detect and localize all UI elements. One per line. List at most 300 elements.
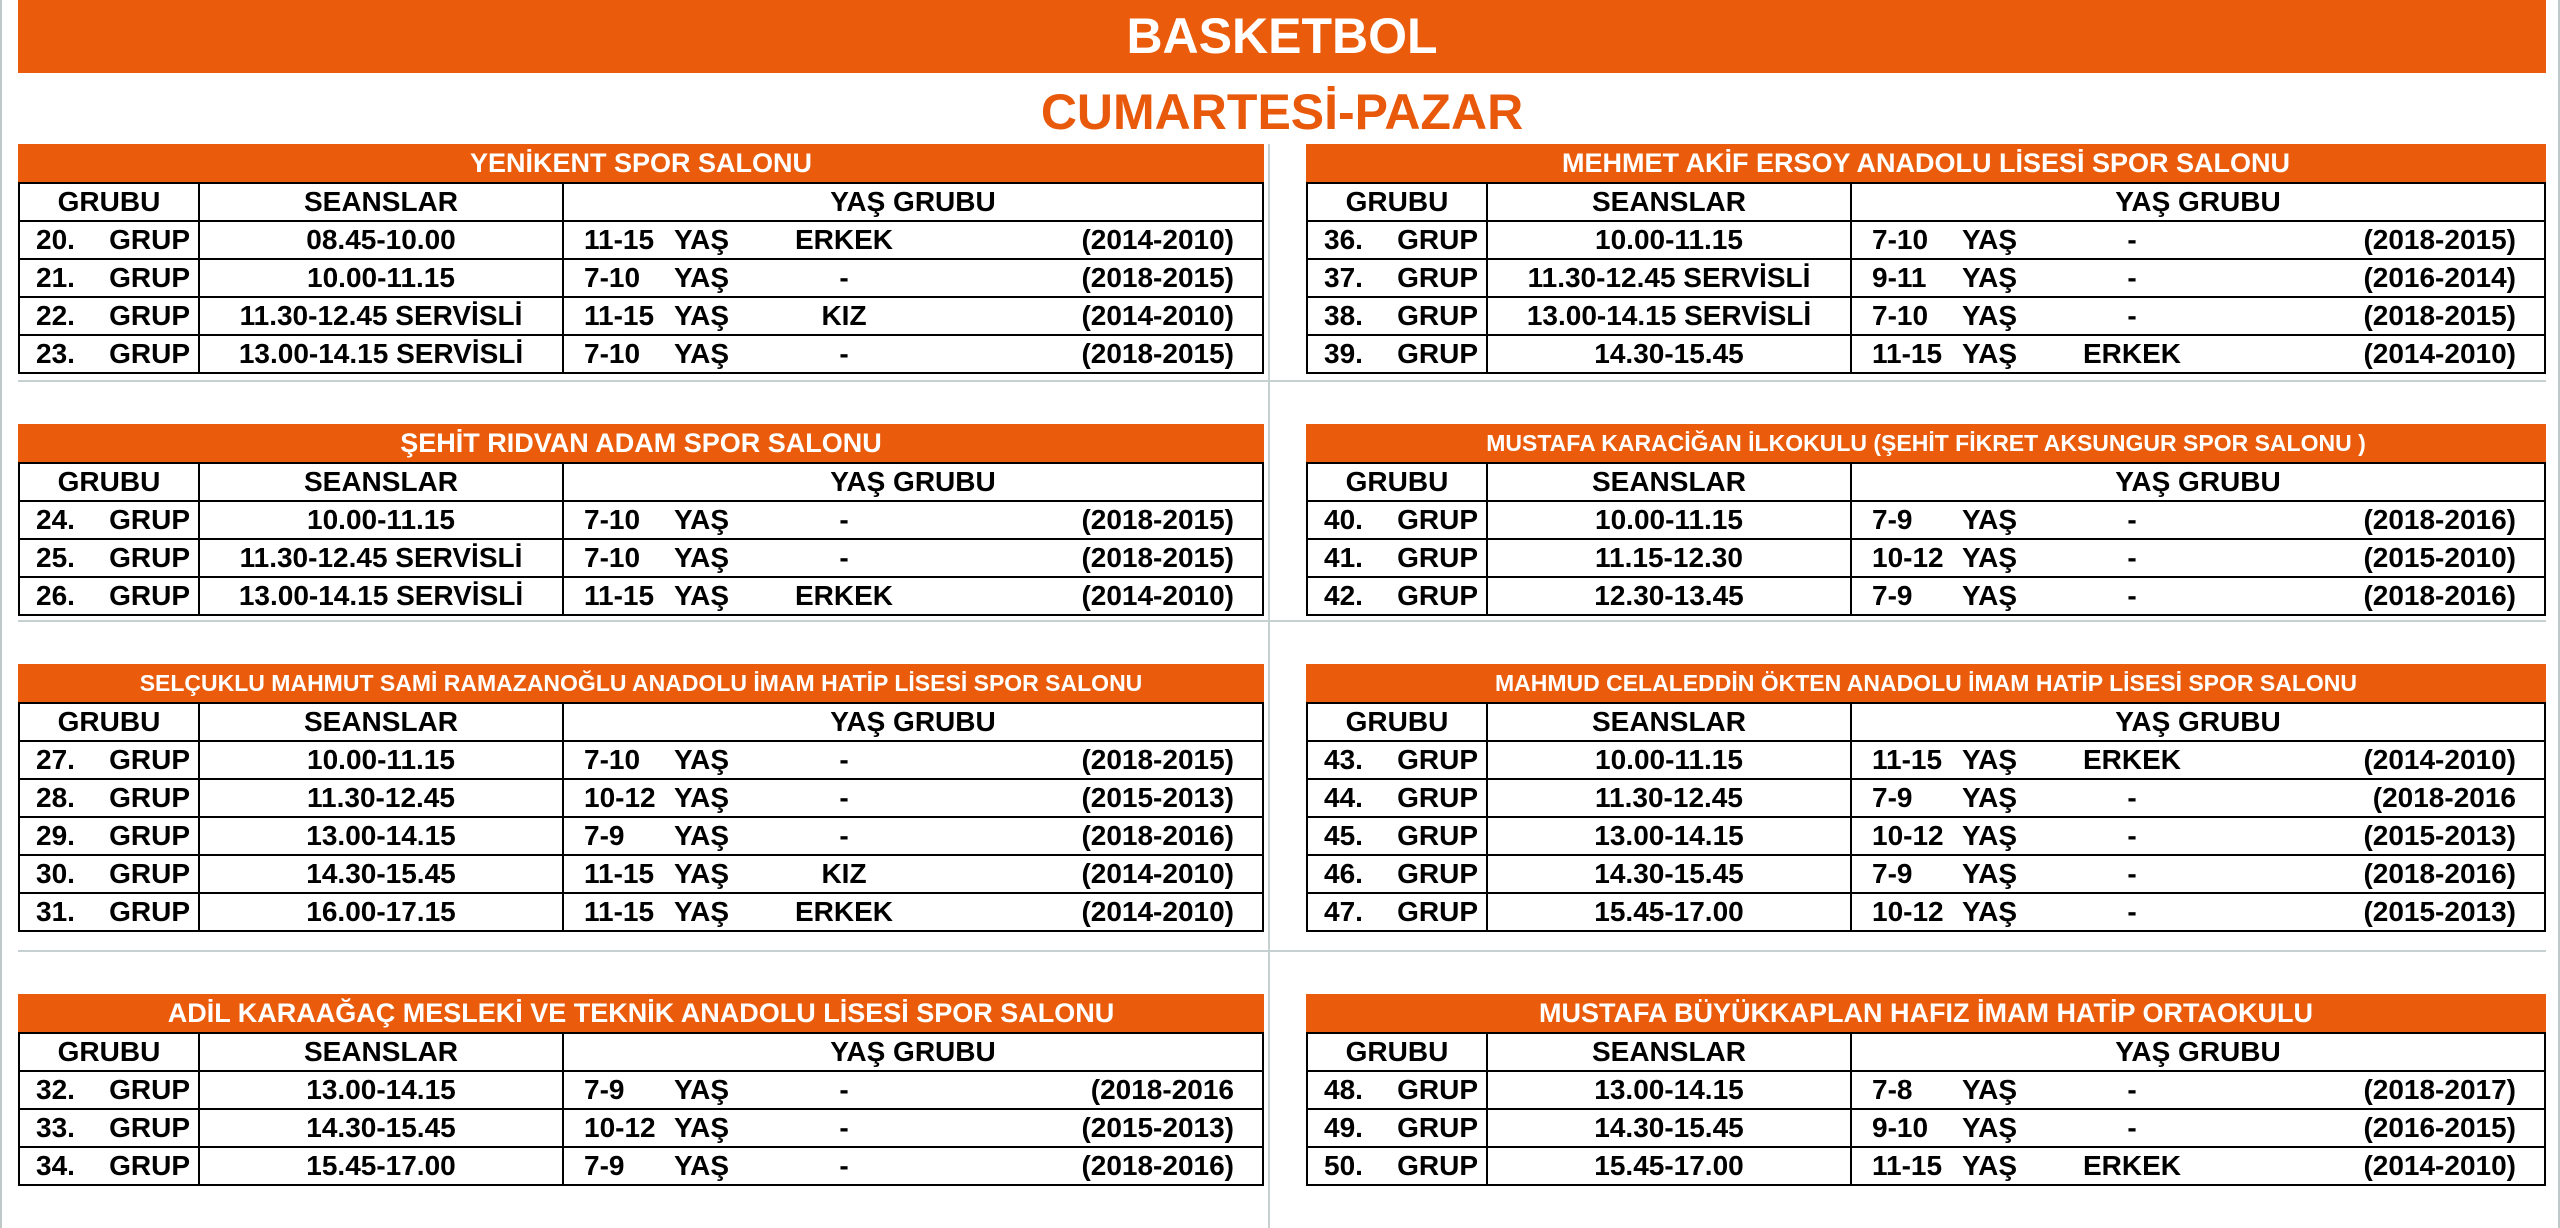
group-cell xyxy=(19,893,199,931)
age-group-cell xyxy=(563,893,1263,931)
hall-title: ADİL KARAAĞAÇ MESLEKİ VE TEKNİK ANADOLU LİSESİ SPOR SALONU xyxy=(18,994,1264,1032)
group-number: 50. xyxy=(1324,1150,1363,1181)
group-label: GRUP xyxy=(1397,858,1478,889)
age-unit: YAŞ xyxy=(1962,1074,2018,1105)
header-age-group: YAŞ GRUBU xyxy=(1851,183,2545,221)
hall-title: SELÇUKLU MAHMUT SAMİ RAMAZANOĞLU ANADOLU İMAM HATİP LİSESİ SPOR SALONU xyxy=(18,664,1264,702)
group-label: GRUP xyxy=(1397,224,1478,255)
table-header-row xyxy=(19,183,1263,221)
group-number: 25. xyxy=(36,542,75,573)
header-age-group: YAŞ GRUBU xyxy=(563,183,1263,221)
header-sessions: SEANSLAR xyxy=(199,1033,563,1071)
group-label: GRUP xyxy=(1397,782,1478,813)
hall-schedule-block xyxy=(18,144,1264,374)
header-age-group: YAŞ GRUBU xyxy=(563,463,1263,501)
age-group-cell xyxy=(1851,297,2545,335)
age-range: 7-9 xyxy=(1872,580,1913,611)
gender-label: - xyxy=(2127,1112,2137,1143)
group-cell xyxy=(19,779,199,817)
group-label: GRUP xyxy=(109,782,190,813)
header-sessions: SEANSLAR xyxy=(1487,463,1851,501)
group-label: GRUP xyxy=(1397,1074,1478,1105)
age-unit: YAŞ xyxy=(674,1074,730,1105)
session-time: 15.45-17.00 xyxy=(1487,893,1851,931)
section-separator xyxy=(18,950,2546,952)
age-unit: YAŞ xyxy=(674,744,730,775)
age-group-cell xyxy=(1851,855,2545,893)
schedule-table xyxy=(1306,462,2546,616)
group-label: GRUP xyxy=(109,858,190,889)
session-time: 12.30-13.45 xyxy=(1487,577,1851,615)
age-range: 11-15 xyxy=(1872,744,1943,775)
age-group-cell xyxy=(563,501,1263,539)
age-unit: YAŞ xyxy=(674,782,730,813)
table-row xyxy=(1307,577,2545,615)
group-number: 26. xyxy=(36,580,75,611)
birth-years: (2014-2010) xyxy=(2363,338,2516,369)
age-unit: YAŞ xyxy=(1962,262,2018,293)
gender-label: - xyxy=(2127,300,2137,331)
gender-label: - xyxy=(2127,580,2137,611)
table-row xyxy=(1307,259,2545,297)
age-group-cell xyxy=(563,741,1263,779)
age-unit: YAŞ xyxy=(1962,338,2018,369)
gender-label: - xyxy=(839,1150,849,1181)
group-number: 28. xyxy=(36,782,75,813)
group-label: GRUP xyxy=(109,1112,190,1143)
group-cell xyxy=(1307,259,1487,297)
birth-years: (2015-2013) xyxy=(1081,1112,1234,1143)
group-number: 21. xyxy=(36,262,75,293)
gender-label: - xyxy=(2127,820,2137,851)
group-cell xyxy=(19,855,199,893)
table-row xyxy=(19,577,1263,615)
header-group: GRUBU xyxy=(1307,463,1487,501)
schedule-table xyxy=(1306,702,2546,932)
gender-label: - xyxy=(2127,224,2137,255)
session-time: 13.00-14.15 xyxy=(1487,817,1851,855)
group-cell xyxy=(1307,855,1487,893)
birth-years: (2016-2014) xyxy=(2363,262,2516,293)
birth-years: (2018-2015) xyxy=(2363,224,2516,255)
birth-years: (2014-2010) xyxy=(1081,300,1234,331)
age-range: 7-10 xyxy=(1872,300,1929,331)
group-cell xyxy=(19,741,199,779)
session-time: 13.00-14.15 SERVİSLİ xyxy=(199,335,563,373)
group-label: GRUP xyxy=(109,580,190,611)
birth-years: (2014-2010) xyxy=(1081,224,1234,255)
session-time: 14.30-15.45 xyxy=(1487,855,1851,893)
group-number: 22. xyxy=(36,300,75,331)
schedule-table xyxy=(18,462,1264,616)
group-number: 27. xyxy=(36,744,75,775)
table-row xyxy=(1307,779,2545,817)
group-number: 43. xyxy=(1324,744,1363,775)
birth-years: (2018-2015) xyxy=(1081,504,1234,535)
group-label: GRUP xyxy=(1397,262,1478,293)
age-range: 11-15 xyxy=(584,858,655,889)
age-range: 7-8 xyxy=(1872,1074,1913,1105)
age-group-cell xyxy=(563,1109,1263,1147)
group-number: 49. xyxy=(1324,1112,1363,1143)
group-number: 32. xyxy=(36,1074,75,1105)
session-time: 10.00-11.15 xyxy=(199,501,563,539)
group-cell xyxy=(1307,539,1487,577)
age-group-cell xyxy=(1851,539,2545,577)
age-range: 7-10 xyxy=(584,504,641,535)
age-unit: YAŞ xyxy=(674,224,730,255)
session-time: 08.45-10.00 xyxy=(199,221,563,259)
table-row xyxy=(19,539,1263,577)
age-unit: YAŞ xyxy=(674,580,730,611)
group-label: GRUP xyxy=(1397,896,1478,927)
age-range: 7-10 xyxy=(1872,224,1929,255)
group-number: 39. xyxy=(1324,338,1363,369)
schedule-table xyxy=(1306,1032,2546,1186)
age-group-cell xyxy=(1851,817,2545,855)
header-group: GRUBU xyxy=(1307,1033,1487,1071)
birth-years: (2015-2013) xyxy=(2363,820,2516,851)
header-group: GRUBU xyxy=(1307,183,1487,221)
hall-schedule-block xyxy=(1306,144,2546,374)
table-row xyxy=(1307,335,2545,373)
group-label: GRUP xyxy=(109,896,190,927)
header-group: GRUBU xyxy=(19,703,199,741)
group-label: GRUP xyxy=(109,300,190,331)
age-group-cell xyxy=(563,1071,1263,1109)
age-range: 7-9 xyxy=(1872,782,1913,813)
age-unit: YAŞ xyxy=(674,338,730,369)
hall-title: ŞEHİT RIDVAN ADAM SPOR SALONU xyxy=(18,424,1264,462)
header-group: GRUBU xyxy=(1307,703,1487,741)
session-time: 15.45-17.00 xyxy=(199,1147,563,1185)
age-range: 10-12 xyxy=(584,782,656,813)
hall-title: MUSTAFA KARACİĞAN İLKOKULU (ŞEHİT FİKRET AKSUNGUR SPOR SALONU ) xyxy=(1306,424,2546,462)
table-row xyxy=(1307,539,2545,577)
age-group-cell xyxy=(1851,221,2545,259)
age-group-cell xyxy=(563,335,1263,373)
group-label: GRUP xyxy=(1397,1112,1478,1143)
group-number: 36. xyxy=(1324,224,1363,255)
table-row xyxy=(19,855,1263,893)
group-label: GRUP xyxy=(109,1074,190,1105)
age-range: 7-9 xyxy=(1872,858,1913,889)
table-row xyxy=(1307,893,2545,931)
birth-years: (2018-2016) xyxy=(1081,820,1234,851)
age-unit: YAŞ xyxy=(1962,542,2018,573)
group-number: 37. xyxy=(1324,262,1363,293)
birth-years: (2015-2013) xyxy=(2363,896,2516,927)
group-number: 38. xyxy=(1324,300,1363,331)
group-cell xyxy=(19,335,199,373)
group-cell xyxy=(19,817,199,855)
table-row xyxy=(19,221,1263,259)
age-unit: YAŞ xyxy=(674,542,730,573)
group-label: GRUP xyxy=(1397,504,1478,535)
header-group: GRUBU xyxy=(19,1033,199,1071)
group-label: GRUP xyxy=(109,1150,190,1181)
session-time: 11.30-12.45 SERVİSLİ xyxy=(199,297,563,335)
age-group-cell xyxy=(563,855,1263,893)
age-range: 7-10 xyxy=(584,338,641,369)
hall-schedule-block xyxy=(1306,424,2546,616)
group-cell xyxy=(19,1109,199,1147)
section-separator xyxy=(18,380,2546,382)
birth-years: (2014-2010) xyxy=(1081,858,1234,889)
age-group-cell xyxy=(563,221,1263,259)
age-unit: YAŞ xyxy=(674,858,730,889)
age-unit: YAŞ xyxy=(1962,580,2018,611)
age-unit: YAŞ xyxy=(1962,744,2018,775)
header-age-group: YAŞ GRUBU xyxy=(1851,463,2545,501)
group-label: GRUP xyxy=(1397,542,1478,573)
age-unit: YAŞ xyxy=(1962,1150,2018,1181)
gender-label: - xyxy=(839,262,849,293)
group-label: GRUP xyxy=(109,542,190,573)
header-sessions: SEANSLAR xyxy=(199,463,563,501)
gender-label: - xyxy=(2127,896,2137,927)
session-time: 14.30-15.45 xyxy=(199,855,563,893)
group-number: 40. xyxy=(1324,504,1363,535)
gender-label: ERKEK xyxy=(794,224,893,255)
age-unit: YAŞ xyxy=(1962,858,2018,889)
session-time: 11.30-12.45 xyxy=(1487,779,1851,817)
group-label: GRUP xyxy=(109,224,190,255)
column-divider xyxy=(1268,144,1270,1228)
group-cell xyxy=(1307,817,1487,855)
gender-label: - xyxy=(2127,262,2137,293)
table-row xyxy=(1307,817,2545,855)
group-cell xyxy=(1307,779,1487,817)
page-title: BASKETBOL xyxy=(18,0,2546,73)
group-number: 46. xyxy=(1324,858,1363,889)
group-cell xyxy=(1307,1147,1487,1185)
age-range: 7-10 xyxy=(584,262,641,293)
session-time: 16.00-17.15 xyxy=(199,893,563,931)
header-sessions: SEANSLAR xyxy=(1487,1033,1851,1071)
group-number: 45. xyxy=(1324,820,1363,851)
gender-label: - xyxy=(839,542,849,573)
gender-label: KIZ xyxy=(821,300,867,331)
table-header-row xyxy=(19,703,1263,741)
gender-label: - xyxy=(839,744,849,775)
birth-years: (2018-2015) xyxy=(1081,542,1234,573)
table-row xyxy=(1307,1109,2545,1147)
gender-label: - xyxy=(839,338,849,369)
group-cell xyxy=(19,259,199,297)
session-time: 11.15-12.30 xyxy=(1487,539,1851,577)
age-range: 7-9 xyxy=(584,1150,625,1181)
hall-schedule-block xyxy=(18,424,1264,616)
gender-label: - xyxy=(2127,504,2137,535)
birth-years: (2015-2010) xyxy=(2363,542,2516,573)
header-group: GRUBU xyxy=(19,463,199,501)
group-number: 20. xyxy=(36,224,75,255)
hall-schedule-block xyxy=(18,664,1264,932)
age-group-cell xyxy=(1851,577,2545,615)
birth-years: (2018-2015) xyxy=(1081,338,1234,369)
age-group-cell xyxy=(563,297,1263,335)
hall-title: MEHMET AKİF ERSOY ANADOLU LİSESİ SPOR SALONU xyxy=(1306,144,2546,182)
age-unit: YAŞ xyxy=(1962,224,2018,255)
header-sessions: SEANSLAR xyxy=(1487,183,1851,221)
page-subtitle: CUMARTESİ-PAZAR xyxy=(1040,84,1524,140)
group-number: 47. xyxy=(1324,896,1363,927)
age-range: 11-15 xyxy=(584,224,655,255)
age-unit: YAŞ xyxy=(1962,1112,2018,1143)
header-sessions: SEANSLAR xyxy=(199,183,563,221)
group-cell xyxy=(19,1147,199,1185)
gender-label: - xyxy=(2127,1074,2137,1105)
birth-years: (2018-2016 xyxy=(2372,782,2516,813)
birth-years: (2015-2013) xyxy=(1081,782,1234,813)
age-unit: YAŞ xyxy=(674,262,730,293)
group-number: 42. xyxy=(1324,580,1363,611)
gender-label: ERKEK xyxy=(794,580,893,611)
table-row xyxy=(19,893,1263,931)
group-number: 29. xyxy=(36,820,75,851)
age-group-cell xyxy=(1851,501,2545,539)
gender-label: - xyxy=(839,782,849,813)
table-header-row xyxy=(1307,1033,2545,1071)
section-separator xyxy=(18,620,2546,622)
table-row xyxy=(19,335,1263,373)
age-group-cell xyxy=(1851,779,2545,817)
age-unit: YAŞ xyxy=(1962,896,2018,927)
group-cell xyxy=(1307,893,1487,931)
gender-label: ERKEK xyxy=(794,896,893,927)
table-header-row xyxy=(19,463,1263,501)
group-label: GRUP xyxy=(109,338,190,369)
age-group-cell xyxy=(563,539,1263,577)
header-age-group: YAŞ GRUBU xyxy=(1851,1033,2545,1071)
group-cell xyxy=(1307,741,1487,779)
group-cell xyxy=(1307,1109,1487,1147)
schedule-table xyxy=(1306,182,2546,374)
header-sessions: SEANSLAR xyxy=(199,703,563,741)
hall-schedule-block xyxy=(18,994,1264,1186)
session-time: 10.00-11.15 xyxy=(199,259,563,297)
gender-label: - xyxy=(839,820,849,851)
birth-years: (2014-2010) xyxy=(1081,896,1234,927)
birth-years: (2018-2016) xyxy=(2363,858,2516,889)
hall-title: MAHMUD CELALEDDİN ÖKTEN ANADOLU İMAM HATİP LİSESİ SPOR SALONU xyxy=(1306,664,2546,702)
age-range: 11-15 xyxy=(584,896,655,927)
age-unit: YAŞ xyxy=(674,896,730,927)
age-range: 7-10 xyxy=(584,744,641,775)
group-number: 33. xyxy=(36,1112,75,1143)
group-number: 31. xyxy=(36,896,75,927)
age-unit: YAŞ xyxy=(1962,300,2018,331)
hall-schedule-block xyxy=(1306,994,2546,1186)
group-number: 30. xyxy=(36,858,75,889)
age-unit: YAŞ xyxy=(1962,820,2018,851)
gender-label: - xyxy=(2127,858,2137,889)
schedule-table xyxy=(18,1032,1264,1186)
session-time: 10.00-11.15 xyxy=(199,741,563,779)
table-row xyxy=(1307,855,2545,893)
age-range: 9-11 xyxy=(1872,262,1927,293)
age-unit: YAŞ xyxy=(1962,782,2018,813)
session-time: 14.30-15.45 xyxy=(1487,335,1851,373)
table-row xyxy=(1307,1147,2545,1185)
group-number: 44. xyxy=(1324,782,1363,813)
age-group-cell xyxy=(563,259,1263,297)
group-number: 41. xyxy=(1324,542,1363,573)
group-cell xyxy=(1307,501,1487,539)
birth-years: (2014-2010) xyxy=(2363,1150,2516,1181)
gender-label: ERKEK xyxy=(2082,1150,2181,1181)
table-header-row xyxy=(19,1033,1263,1071)
birth-years: (2014-2010) xyxy=(1081,580,1234,611)
group-cell xyxy=(1307,577,1487,615)
table-row xyxy=(19,297,1263,335)
age-group-cell xyxy=(1851,1071,2545,1109)
table-row xyxy=(19,1071,1263,1109)
table-row xyxy=(19,501,1263,539)
hall-title: MUSTAFA BÜYÜKKAPLAN HAFIZ İMAM HATİP ORTAOKULU xyxy=(1306,994,2546,1032)
group-label: GRUP xyxy=(1397,820,1478,851)
table-header-row xyxy=(1307,703,2545,741)
session-time: 14.30-15.45 xyxy=(1487,1109,1851,1147)
table-row xyxy=(1307,221,2545,259)
group-label: GRUP xyxy=(109,744,190,775)
age-range: 7-9 xyxy=(1872,504,1913,535)
age-group-cell xyxy=(1851,893,2545,931)
session-time: 13.00-14.15 SERVİSLİ xyxy=(199,577,563,615)
table-row xyxy=(1307,501,2545,539)
age-unit: YAŞ xyxy=(1962,504,2018,535)
group-label: GRUP xyxy=(1397,338,1478,369)
age-unit: YAŞ xyxy=(674,504,730,535)
age-range: 7-10 xyxy=(584,542,641,573)
age-group-cell xyxy=(563,779,1263,817)
group-label: GRUP xyxy=(109,262,190,293)
birth-years: (2018-2016) xyxy=(2363,580,2516,611)
table-row xyxy=(19,817,1263,855)
birth-years: (2018-2015) xyxy=(1081,744,1234,775)
group-cell xyxy=(1307,335,1487,373)
birth-years: (2018-2016) xyxy=(1081,1150,1234,1181)
age-unit: YAŞ xyxy=(674,1112,730,1143)
gender-label: - xyxy=(2127,782,2137,813)
age-range: 10-12 xyxy=(1872,896,1944,927)
birth-years: (2018-2017) xyxy=(2363,1074,2516,1105)
gender-label: KIZ xyxy=(821,858,867,889)
birth-years: (2016-2015) xyxy=(2363,1112,2516,1143)
gender-label: - xyxy=(2127,542,2137,573)
birth-years: (2018-2015) xyxy=(2363,300,2516,331)
table-row xyxy=(1307,297,2545,335)
session-time: 10.00-11.15 xyxy=(1487,741,1851,779)
session-time: 11.30-12.45 xyxy=(199,779,563,817)
group-cell xyxy=(1307,221,1487,259)
table-header-row xyxy=(1307,183,2545,221)
schedule-table xyxy=(18,182,1264,374)
schedule-table xyxy=(18,702,1264,932)
session-time: 15.45-17.00 xyxy=(1487,1147,1851,1185)
group-cell xyxy=(19,501,199,539)
table-row xyxy=(19,259,1263,297)
group-cell xyxy=(19,1071,199,1109)
age-group-cell xyxy=(1851,1147,2545,1185)
hall-schedule-block xyxy=(1306,664,2546,932)
table-header-row xyxy=(1307,463,2545,501)
session-time: 11.30-12.45 SERVİSLİ xyxy=(199,539,563,577)
session-time: 10.00-11.15 xyxy=(1487,221,1851,259)
table-row xyxy=(19,1109,1263,1147)
session-time: 14.30-15.45 xyxy=(199,1109,563,1147)
